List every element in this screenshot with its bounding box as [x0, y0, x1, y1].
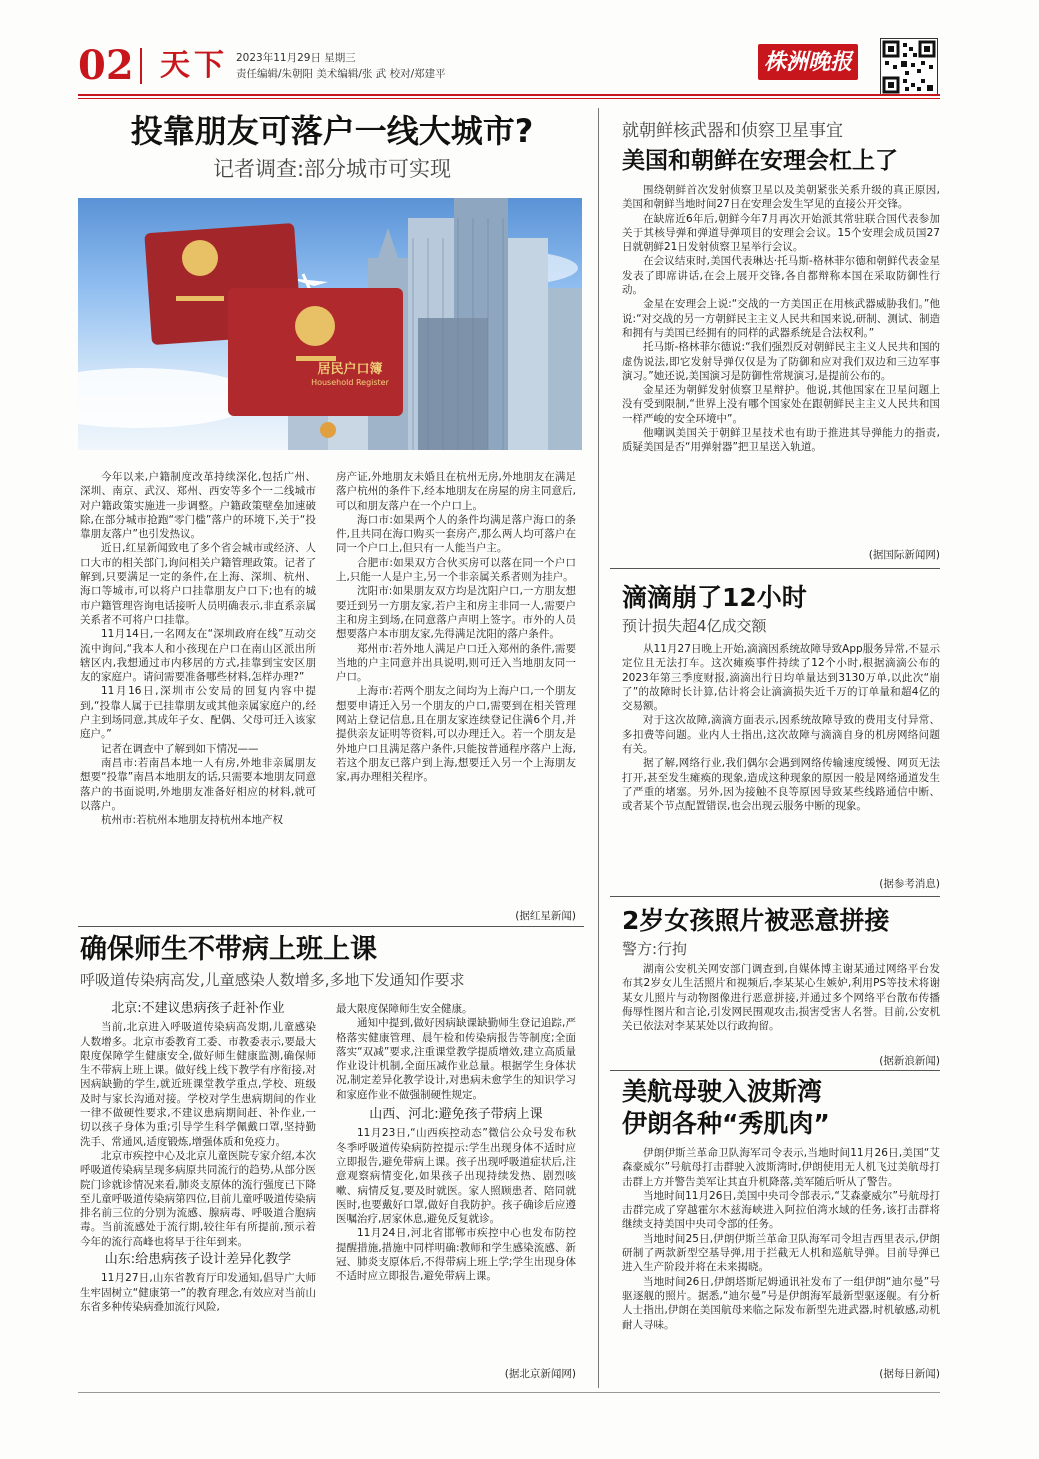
paragraph: 沈阳市:如果朋友双方均是沈阳户口,一方朋友想要迁到另一方朋友家,若户主和房主非同一人,需要户主和房主到场,在同意落户声明上签字。市外的人员想要落户本市朋友家,先得满足沈阳的落户条件。	[336, 585, 576, 641]
school-subtitle: 呼吸道传染病高发,儿童感染人数增多,多地下发通知作要求	[80, 971, 465, 989]
girl-subtitle: 警方:行拘	[622, 940, 688, 958]
paragraph: 11月24日,河北省邯郸市疾控中心也发布防控提醒措施,措施中同样明确:教师和学生感染流感、新冠、肺炎支原体后,不得带病上班上学;学生出现身体不适时应立即报告,避免带病上课。	[336, 1227, 576, 1283]
paragraph: 海口市:如果两个人的条件均满足落户海口的条件,且共同在海口购买一套房产,那么两人均可落户在同一个户口上,但只有一人能当户主。	[336, 513, 576, 555]
paragraph: 围绕朝鲜首次发射侦察卫星以及美朝紧张关系升级的真正原因,美国和朝鲜当地时间27日在安理会发生罕见的直接公开交锋。	[622, 184, 940, 211]
paragraph: 在会议结束时,美国代表琳达·托马斯-格林菲尔德和朝鲜代表金星发表了即席讲话,在会上展开交锋,各自都辩称本国在采取防御性行动。	[622, 255, 940, 297]
carrier-source: (据每日新闻)	[879, 1368, 940, 1380]
girl-title: 2岁女孩照片被恶意拼接	[622, 906, 890, 935]
photo-label-en: Household Register	[311, 378, 389, 387]
divider	[610, 1070, 940, 1071]
qr-code-icon	[880, 38, 938, 96]
paragraph: 据了解,网络行业,我们偶尔会遇到网络传输速度缓慢、网页无法打开,甚至发生瘫痪的现象,造成这种现象的原因一般是网络通道发生了严重的堵塞。另外,因为接触不良等原因导致某些线路通信中断、或者某个节点配置错误,也会出现云服务中断的现象。	[622, 757, 940, 813]
paragraph: 在缺席近6年后,朝鲜今年7月再次开始派其常驻联合国代表参加关于其核导弹和弹道导弹项目的安理会会议。15个安理会成员国27日就朝鲜21日发射侦察卫星举行会议。	[622, 212, 940, 254]
divider	[610, 568, 940, 569]
carrier-title-line1: 美航母驶入波斯湾	[622, 1077, 823, 1106]
issue-date: 2023年11月29日 星期三	[236, 52, 356, 64]
beijing-subhead: 北京:不建议患病孩子赶补作业	[111, 1001, 285, 1016]
school-col2	[336, 1002, 576, 1284]
paragraph: 当前,北京进入呼吸道传染病高发期,儿童感染人数增多。北京市委教育工委、市教委表示,要最大限度保障学生健康安全,做好师生健康监测,确保师生不带病上班上课。做好线上线下教学有序衔接,对因病缺勤的学生,就近班课堂教学重点,学校、班级及时与家长沟通对接。学校对学生患病期间的作业一律不做硬性要求,不建议患病期间赶、补作业,一切以孩子身体为重;引导学生科学佩戴口罩,坚持勤洗手、常通风,适度锻炼,增强体质和免疫力。	[80, 1021, 316, 1148]
paragraph: 伊朗伊斯兰革命卫队海军司令表示,当地时间11月26日,美国“艾森豪威尔”号航母打击群驶入波斯湾时,伊朗使用无人机飞过美航母打击群上方并警告美军让其直升机降落,美军随后听从了警告。	[622, 1147, 940, 1188]
paragraph: 房产证,外地朋友未婚且在杭州无房,外地朋友在满足落户杭州的条件下,经本地朋友在房屋的房主同意后,可以和朋友落户在一个户口上。	[336, 471, 576, 512]
hukou-source: (据红星新闻)	[515, 910, 576, 922]
header-rule-thin	[78, 98, 940, 99]
school-col1	[80, 1002, 316, 1314]
paragraph: 上海市:若两个朋友之间均为上海户口,一个朋友想要申请迁入另一个朋友的户口,需要到在相关管理网站上登记信息,且在朋友家连续登记住满6个月,并提供亲友证明等资料,可以办理迁入。若一个朋友是外地户口且满足落户条件,只能按普通程序落户上海,若这个朋友已落户到上海,想要迁入另一个上海朋友家,再办理相关程序。	[336, 685, 576, 784]
school-source: (据北京新闻网)	[504, 1368, 576, 1380]
korea-title: 美国和朝鲜在安理会杠上了	[622, 148, 898, 174]
paragraph: 对于这次故障,滴滴方面表示,因系统故障导致的费用支付异常、多扣费等问题。业内人士指出,这次故障与滴滴自身的机房网络问题有关。	[622, 714, 940, 756]
paragraph: 当地时间25日,伊朗伊斯兰革命卫队海军司令坦吉西里表示,伊朗研制了两款新型空基导弹,用于拦截无人机和巡航导弹。目前导弹已进入生产阶段并将在未来揭晓。	[622, 1232, 940, 1274]
photo-label-cn: 居民户口簿	[317, 362, 383, 377]
paragraph: 金星在安理会上说:“交战的一方美国正在用核武器威胁我们。”他说:“对交战的另一方朝鲜民主主义人民共和国来说,研制、测试、制造和拥有与美国已经拥有的同样的武器系统是合法权利。”	[622, 298, 940, 339]
editor-credits: 责任编辑/朱朝阳 美术编辑/张 武 校对/郑建平	[236, 68, 446, 80]
shandong-subhead: 山东:给患病孩子设计差异化教学	[104, 1252, 292, 1268]
paragraph: 从11月27日晚上开始,滴滴因系统故障导致App服务异常,不显示定位且无法打车。这次瘫痪事件持续了12个小时,根据滴滴公布的2023年第三季度财报,滴滴出行日均单量达到3130万单,以此次“崩了”的故障时长计算,估计将会让滴滴损失近千万的订单量和超4亿的交易额。	[622, 643, 940, 713]
paragraph: 杭州市:若杭州本地朋友持杭州本地产权	[101, 814, 284, 827]
paragraph: 11月23日,“山西疾控动态”微信公众号发布秋冬季呼吸道传染病防控提示:学生出现身体不适时应立即报告,避免带病上课。孩子出现呼吸道症状后,注意观察病情变化,如果孩子出现持续发热、剧烈咳嗽、病情反复,要及时就医。家人照顾患者、陪同就医时,也要戴好口罩,做好自我防护。孩子确诊后应遵医嘱治疗,居家休息,避免反复就诊。	[336, 1127, 576, 1226]
paragraph: 当地时间26日,伊朗塔斯尼姆通讯社发布了一组伊朗“迪尔曼”号驱逐舰的照片。据悉,“迪尔曼”号是伊朗海军最新型驱逐舰。有分析人士指出,伊朗在美国航母来临之际发布新型先进武器,时机敏感,动机耐人寻味。	[622, 1275, 940, 1331]
divider	[78, 926, 584, 927]
paragraph: 北京市疾控中心及北京儿童医院专家介绍,本次呼吸道传染病呈现多病原共同流行的趋势,从部分医院门诊就诊情况来看,肺炎支原体的流行强度已下降至儿童呼吸道传染病第四位,目前儿童呼吸道传染病排名前三位的分别为流感、腺病毒、呼吸道合胞病毒。当前流感处于流行期,较往年有所提前,预示着今年的流行高峰也将早于往年到来。	[80, 1149, 316, 1248]
paragraph: 近日,红星新闻致电了多个省会城市或经济、人口大市的相关部门,询问相关户籍管理政策。记者了解到,只要满足一定的条件,在上海、深圳、杭州、海口等城市,可以将户口挂靠朋友户口下;也有的城市户籍管理咨询电话接听人员明确表示,非直系亲属关系者不可将户口挂靠。	[80, 542, 316, 626]
paragraph: 他嘲讽美国关于朝鲜卫星技术也有助于推进其导弹能力的指责,质疑美国是否“用弹射器”把卫星送入轨道。	[622, 427, 940, 454]
paragraph: 郑州市:若外地人满足户口迁入郑州的条件,需要当地的户主同意并出具说明,则可迁入当地朋友同一户口。	[336, 642, 576, 684]
didi-title: 滴滴崩了12小时	[622, 583, 807, 612]
divider	[610, 896, 940, 897]
paragraph: 金星还为朝鲜发射侦察卫星辩护。他说,其他国家在卫星问题上没有受到限制,“世界上没有哪个国家处在跟朝鲜民主主义人民共和国一样严峻的安全环境中”。	[622, 384, 940, 425]
column-divider	[598, 108, 599, 1388]
paragraph: 11月14日,一名网友在“深圳政府在线”互动交流中询问,“我本人和小孩现在户口在南山区派出所辖区内,我想通过市内移居的方式,挂靠到宝安区朋友的家庭户。请问需要准备哪些材料,怎样办理?”	[80, 628, 316, 684]
section-name: 天下	[160, 48, 228, 83]
page-meta	[236, 50, 446, 82]
newspaper-logo: 株洲晚报	[758, 44, 858, 80]
korea-source: (据国际新闻网)	[868, 549, 940, 561]
girl-source: (据新浪新闻)	[879, 1055, 940, 1067]
paragraph: 11月16日,深圳市公安局的回复内容中提到,“投靠人属于已挂靠朋友或其他亲属家庭户的,经户主到场同意,其成年子女、配偶、父母可迁入该家庭户。”	[80, 685, 316, 741]
hukou-subtitle: 记者调查:部分城市可实现	[212, 157, 452, 181]
carrier-title-line2: 伊朗各种“秀肌肉”	[622, 1109, 830, 1138]
paragraph: 湖南公安机关网安部门调查到,自媒体博主谢某通过网络平台发布其2岁女儿生活照片和视频后,李某某心生嫉妒,利用PS等技术将谢某女儿照片与动物图像进行恶意拼接,并通过多个网络平台散布传播侮辱性图片和言论,引发网民围观攻击,损害受害人名誉。目前,公安机关已依法对李某某处以行政拘留。	[622, 963, 940, 1033]
didi-source: (据参考消息)	[879, 878, 940, 890]
paragraph: 最大限度保障师生安全健康。	[336, 1003, 473, 1015]
girl-body	[622, 962, 940, 1033]
school-title: 确保师生不带病上班上课	[80, 934, 377, 965]
paragraph: 记者在调查中了解到如下情况——	[101, 742, 259, 755]
paragraph: 11月27日,山东省教育厅印发通知,倡导广大师生牢固树立“健康第一”的教育理念,有效应对当前山东省多种传染病叠加流行风险,	[80, 1272, 316, 1313]
hukou-col1	[80, 470, 316, 827]
page-number: 02	[78, 42, 134, 89]
shanxi-subhead: 山西、河北:避免孩子带病上课	[369, 1107, 543, 1123]
korea-kicker: 就朝鲜核武器和侦察卫星事宜	[622, 121, 843, 141]
korea-body	[622, 183, 940, 455]
didi-body	[622, 642, 940, 814]
hukou-title: 投靠朋友可落户一线大城市?	[130, 112, 534, 150]
paragraph: 托马斯-格林菲尔德说:“我们强烈反对朝鲜民主主义人民共和国的虚伪说法,即它发射导弹仅仅是为了防御和应对我们双边和三边军事演习。”她还说,美国演习是防御性常规演习,是提前公布的。	[622, 341, 940, 382]
section-divider	[140, 48, 142, 84]
paragraph: 今年以来,户籍制度改革持续深化,包括广州、深圳、南京、武汉、郑州、西安等多个一二线城市对户籍政策实施进一步调整。户籍政策壁垒加速破除,在部分城市抢跑“零门槛”落户的环境下,关于“投靠朋友落户”也引发热议。	[80, 471, 316, 541]
didi-subtitle: 预计损失超4亿成交额	[622, 617, 767, 635]
hukou-photo	[78, 198, 582, 450]
paragraph: 当地时间11月26日,美国中央司令部表示,“艾森豪威尔”号航母打击群完成了穿越霍尔木兹海峡进入阿拉伯湾水域的任务,该打击群将继续支持美国中央司令部的任务。	[622, 1189, 940, 1231]
hukou-col2	[336, 470, 576, 785]
paragraph: 南昌市:若南昌本地一人有房,外地非亲属朋友想要“投靠”南昌本地朋友的话,只需要本地朋友同意落户的书面说明,外地朋友准备好相应的材料,就可以落户。	[80, 756, 316, 812]
header-rule	[78, 94, 940, 96]
carrier-body	[622, 1146, 940, 1332]
paragraph: 合肥市:如果双方合伙买房可以落在同一个户口上,只能一人是户主,另一个非亲属关系者则为挂户。	[336, 556, 576, 584]
footer-rule	[78, 1392, 940, 1393]
paragraph: 通知中提到,做好因病缺课缺勤师生登记追踪,严格落实健康管理、晨午检和传染病报告等制度;全面落实“双减”要求,注重课堂教学提质增效,建立高质量作业设计机制,全面压减作业总量。根据学生身体状况,制定差异化教学设计,对患病未愈学生的知识学习和家庭作业不做强制硬性规定。	[336, 1017, 576, 1101]
